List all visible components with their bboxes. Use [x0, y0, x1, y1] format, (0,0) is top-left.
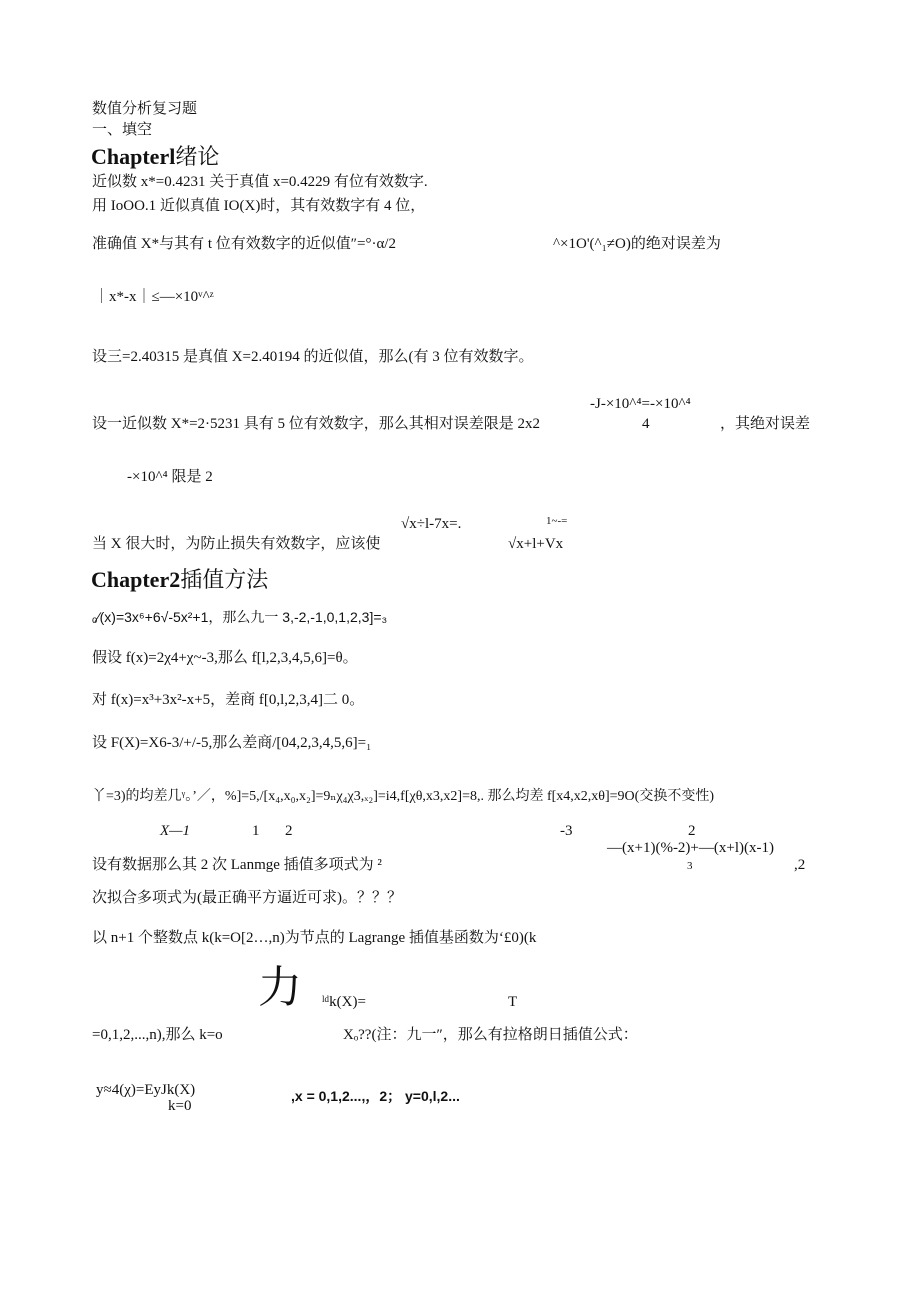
ch2-question-8: 以 n+1 个整数点 k(k=O[2…,n)为节点的 Lagrange 插值基函数为‘£0)(k: [92, 930, 537, 946]
ch2-question-4: 设 F(X)=X6-3/+/-5,那么差商/[04,2,3,4,5,6]=₁: [92, 735, 372, 751]
ch2-question-9-T: T: [508, 994, 518, 1010]
ch1-question-3-right: ^×1O'(^₁≠O)的绝对误差为: [553, 236, 721, 252]
ch1-question-4: 设三=2.40315 是真值 X=2.40194 的近似值，那么(有 3 位有效数字。: [92, 349, 534, 365]
ch2-question-10-sub: k=0: [168, 1098, 192, 1114]
doc-title: 数值分析复习题: [92, 101, 198, 117]
ch2-question-6-val-2: 2: [285, 823, 293, 839]
ch2-question-9-xo: Xₒ??(注：九一″，那么有拉格朗日插值公式：: [343, 1027, 638, 1043]
ch2-question-9-main: =0,1,2,...,n),那么 k=o: [92, 1027, 223, 1043]
ch2-question-3: 对 f(x)=x³+3x²-x+5，差商 f[0,l,2,3,4]二 0。: [92, 692, 365, 708]
ch2-question-6-val-m3: -3: [560, 823, 573, 839]
chapter1-heading: [91, 144, 219, 169]
chapter1-heading-en: Chapterl: [91, 144, 176, 169]
ch2-question-6-x: X—1: [160, 823, 190, 839]
ch1-question-6-denominator: √x+l+Vx: [508, 536, 564, 552]
chapter1-heading-cn: 绪论: [175, 144, 220, 169]
ch2-question-10-formula: y≈4(χ)=EyJk(X): [96, 1082, 196, 1098]
ch1-question-5-four: 4: [642, 416, 650, 432]
ch2-question-9-big-glyph: 力: [258, 962, 302, 1013]
ch2-question-6-r3: 3: [687, 860, 693, 872]
ch1-question-5-tail: ，其绝对误差: [720, 416, 811, 432]
ch1-question-5-main: 设一近似数 X*=2·5231 具有 5 位有效数字，那么其相对误差限是 2x2: [92, 416, 541, 432]
ch2-question-1: ₒ∕(x)=3x⁶+6√-5x²+1，那么九一 3,-2,-1,0,1,2,3]=₃: [92, 609, 388, 625]
ch2-question-7: 次拟合多项式为(最正确平方逼近可求)。？？？: [92, 890, 402, 906]
ch1-question-6-numerator: √x÷l-7x=.: [401, 516, 462, 532]
ch1-question-6-sup: 1~-=: [546, 515, 568, 527]
ch1-question-6-main: 当 X 很大时，为防止损失有效数字，应该使: [92, 536, 381, 552]
ch2-question-2: 假设 f(x)=2χ4+χ~-3,那么 f[l,2,3,4,5,6]=θ。: [92, 650, 358, 666]
ch2-question-6-expr: —(x+1)(%-2)+—(x+l)(x-1): [607, 840, 774, 856]
ch2-question-10-condition: ,x = 0,1,2...,，2； y=0,l,2...: [291, 1088, 460, 1104]
ch2-question-6-val-1: 1: [252, 823, 260, 839]
ch1-question-5-line2: -×10^⁴ 限是 2: [127, 469, 213, 485]
chapter2-heading-cn: 插值方法: [180, 567, 269, 592]
ch1-question-5-top: -J-×10^⁴=-×10^⁴: [590, 396, 691, 412]
ch1-question-2: 用 IoOO.1 近似真值 IO(X)时，其有效数字有 4 位，: [92, 198, 426, 214]
ch2-question-6-r2: 2: [688, 823, 696, 839]
section-heading: 一、填空: [92, 122, 153, 138]
ch1-question-1: 近似数 x*=0.4231 关于真值 x=0.4229 有位有效数字.: [92, 174, 428, 190]
ch2-question-9-lk: ˡᵈk(X)=: [322, 994, 366, 1010]
ch2-question-5: 丫=3)的均差几ᵞ。’／，%]=5,/[x₄,x₀,x₂]=9ₙχ₄χ3,ₓ₂]=i4,f[χθ,x3,x2]=8,. 那么均差 f[x4,x2,xθ]=9O(交换不变性): [92, 789, 714, 804]
ch2-question-6-main: 设有数据那么其 2 次 Lanmge 插值多项式为 ²: [92, 857, 382, 873]
chapter2-heading: [91, 567, 268, 592]
chapter2-heading-en: Chapter2: [91, 567, 181, 592]
ch1-question-3-bound: ｜x*-x｜≤—×10ᵛ^ᶻ: [94, 289, 214, 305]
ch1-question-3-left: 准确值 X*与其有 t 位有效数字的近似值″=°·α/2: [92, 236, 396, 252]
ch2-question-6-tail: ,2: [794, 857, 806, 873]
